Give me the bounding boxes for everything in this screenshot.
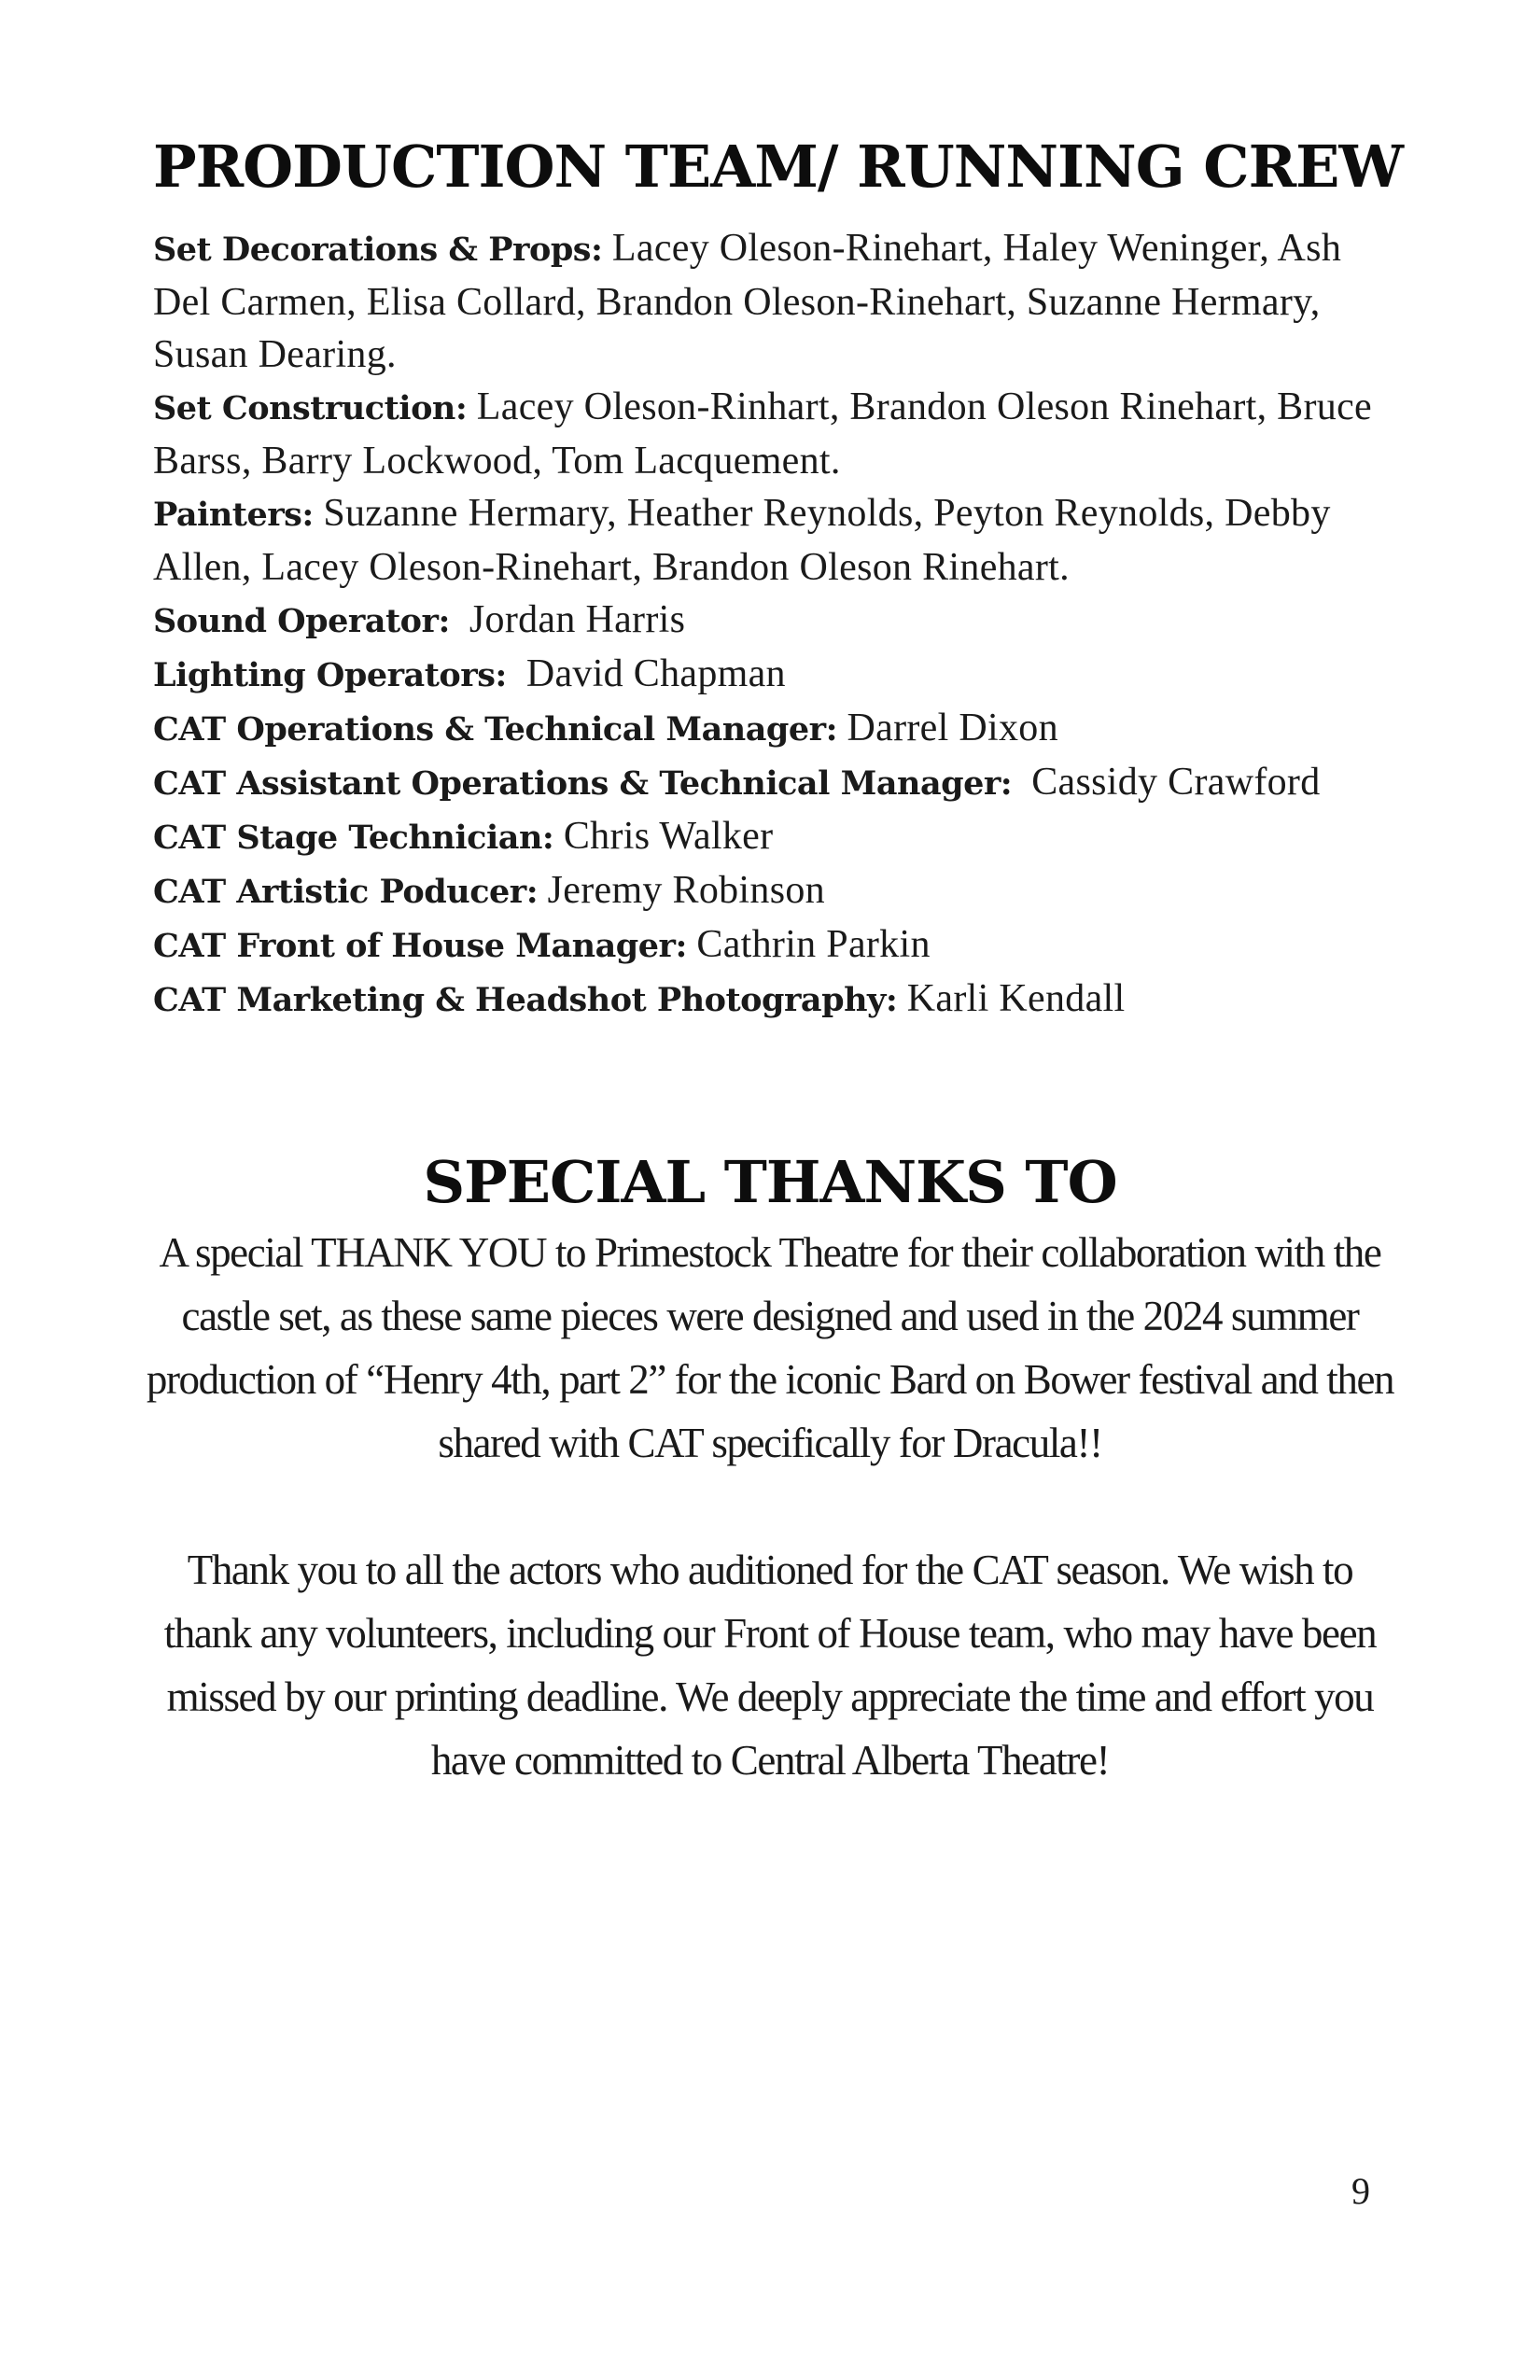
credit-role: CAT Artistic Poducer: <box>153 873 539 911</box>
credit-names: Suzanne Hermary, Heather Reynolds, Peyton Reynolds, Debby Allen, Lacey Oleson-Rinehart, Brandon Oleson Rinehart. <box>153 492 1331 589</box>
credit-names: Jordan Harris <box>469 598 686 641</box>
credit-names: Chris Walker <box>563 815 774 858</box>
credit-names: Karli Kendall <box>906 977 1126 1020</box>
special-thanks-heading: SPECIAL THANKS TO <box>423 1148 1117 1216</box>
production-team-heading: PRODUCTION TEAM/ RUNNING CREW <box>153 133 1403 201</box>
credit-entry <box>153 810 1385 864</box>
credit-role: CAT Assistant Operations & Technical Manager: <box>153 764 1013 803</box>
credit-names: Lacey Oleson-Rinehart, Haley Weninger, Ash Del Carmen, Elisa Collard, Brandon Oleson-Rinehart, Suzanne Hermary, Susan Dearing. <box>153 227 1342 376</box>
credit-names: Darrel Dixon <box>847 707 1058 749</box>
page-number: 9 <box>1351 2170 1370 2212</box>
credit-entry <box>153 918 1385 973</box>
credit-names: Cathrin Parkin <box>696 923 931 966</box>
credit-names: Jeremy Robinson <box>547 869 825 912</box>
credit-role: Sound Operator: <box>153 602 450 640</box>
credit-entry <box>153 756 1385 810</box>
credit-entry <box>153 487 1385 594</box>
credit-role: Set Construction: <box>153 389 468 427</box>
credit-names: David Chapman <box>525 652 786 695</box>
credit-names: Cassidy Crawford <box>1031 761 1321 804</box>
credit-role: Lighting Operators: <box>153 656 507 694</box>
credit-entry <box>153 864 1385 918</box>
credit-role: CAT Marketing & Headshot Photography: <box>153 981 898 1019</box>
credit-entry <box>153 381 1385 487</box>
credit-role: Painters: <box>153 496 314 534</box>
credit-entry <box>153 973 1385 1027</box>
credit-entry <box>153 648 1385 702</box>
credit-entry <box>153 222 1385 381</box>
credits-list <box>153 222 1385 1027</box>
credit-role: CAT Operations & Technical Manager: <box>153 710 838 749</box>
credit-entry <box>153 702 1385 756</box>
actors-thanks-paragraph: Thank you to all the actors who auditioned for the CAT season. We wish to thank any volunteers, including our Front of House team, who may have been missed by our printing deadline. We deeply appreciate the time and effort you have committed to Central Alberta Theatre! <box>163 1547 1377 1784</box>
credit-role: CAT Stage Technician: <box>153 819 554 857</box>
credit-role: Set Decorations & Props: <box>153 231 603 269</box>
credit-names: Lacey Oleson-Rinhart, Brandon Oleson Rinehart, Bruce Barss, Barry Lockwood, Tom Lacquement. <box>153 385 1372 483</box>
special-thanks-paragraph: A special THANK YOU to Primestock Theatre for their collaboration with the castle set, as these same pieces were designed and used in the 2024 summer production of “Henry 4th, part 2” for the iconic Bard on Bower festival and then shared with CAT specifically for Dracula!! <box>146 1229 1394 1466</box>
credit-entry <box>153 594 1385 648</box>
credit-role: CAT Front of House Manager: <box>153 927 687 965</box>
